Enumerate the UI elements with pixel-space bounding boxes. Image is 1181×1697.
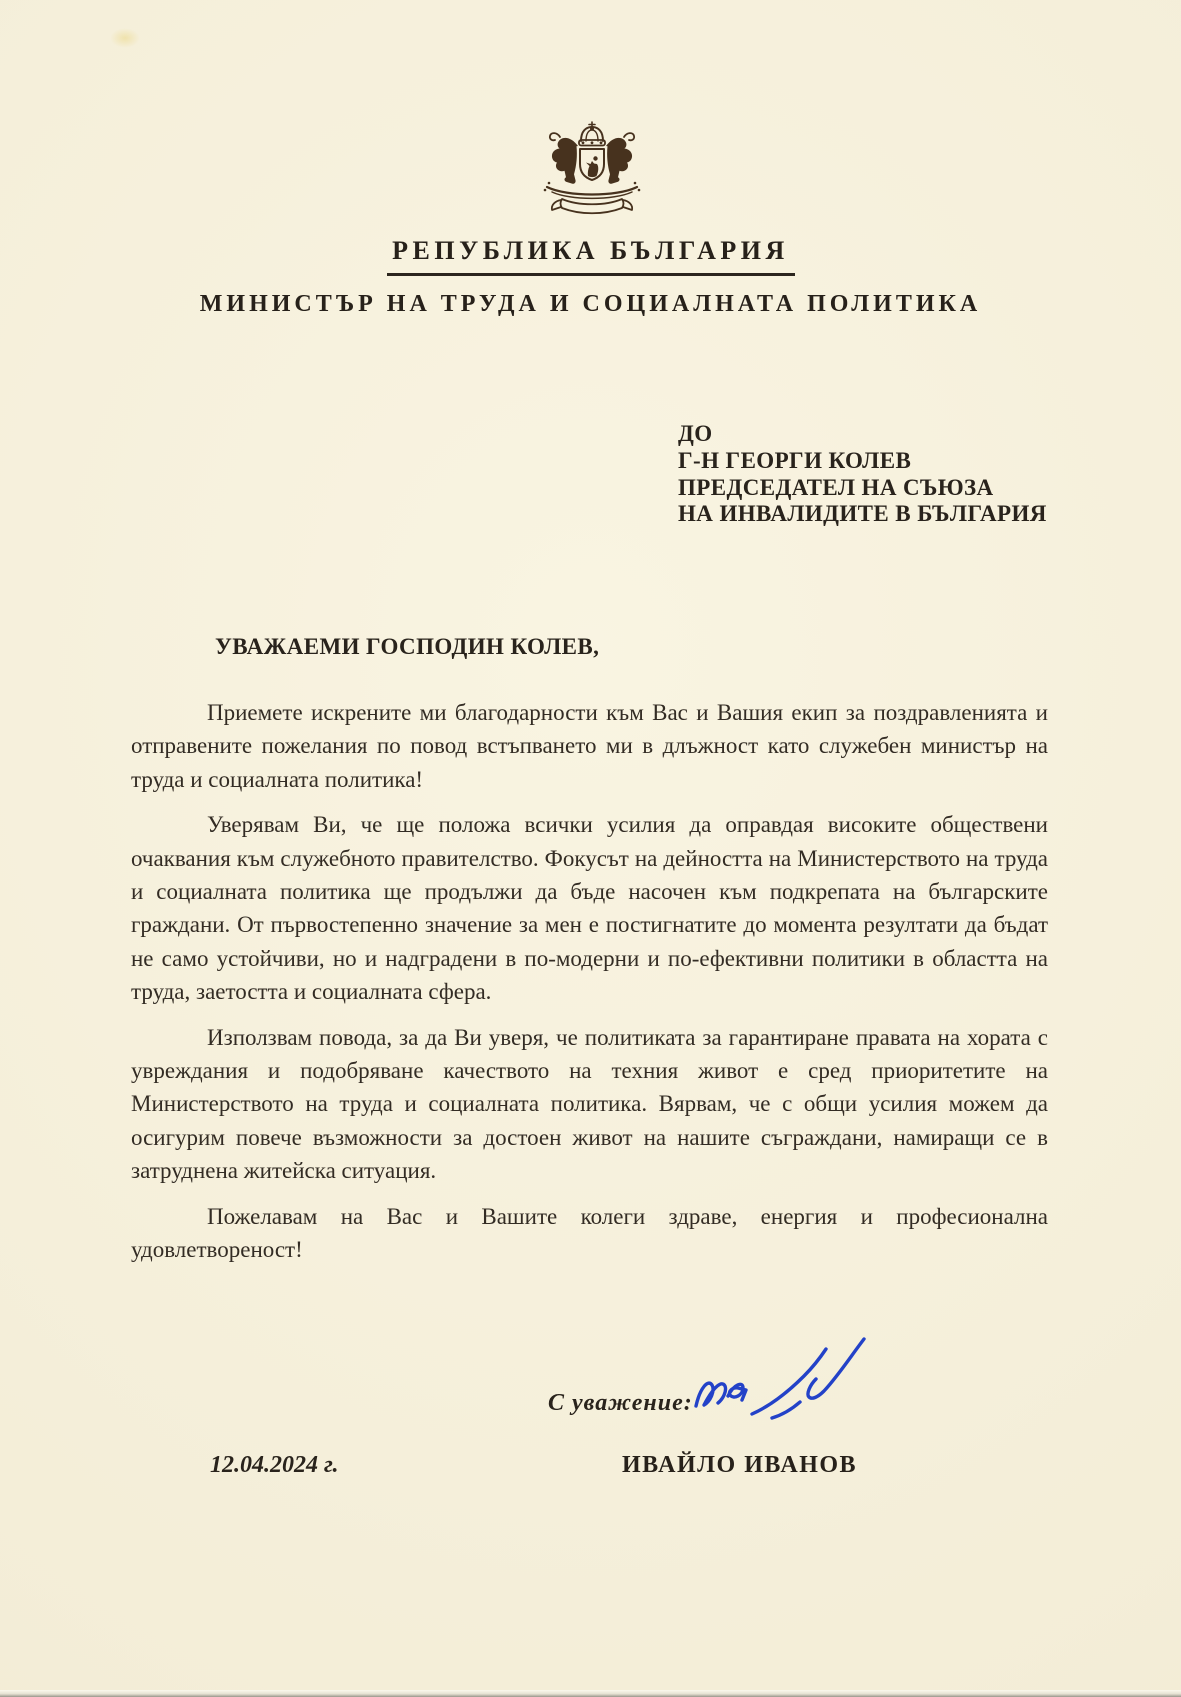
- recipient-title-line-1: ПРЕДСЕДАТЕЛ НА СЪЮЗА: [678, 474, 994, 500]
- recipient-block: [678, 421, 1047, 528]
- body-paragraph-4: Пожелавам на Вас и Вашите колеги здраве, енергия и професионална удовлетвореност!: [131, 1203, 1048, 1263]
- salutation: УВАЖАЕМИ ГОСПОДИН КОЛЕВ,: [215, 634, 600, 659]
- ministry-title: МИНИСТЪР НА ТРУДА И СОЦИАЛНАТА ПОЛИТИКА: [199, 291, 982, 317]
- body-paragraph-3: Използвам повода, за да Ви уверя, че политиката за гарантиране правата на хората с увреждания и подобряване качеството на техния живот е сред приоритетите на Министерството на труда и социалната политика. Вярвам, че с общи усилия можем да осигурим повече възможности за достоен живот на нашите съграждани, намиращи се в затруднена житейска ситуация.: [131, 1024, 1048, 1184]
- scan-bottom-edge: [0, 1690, 1181, 1697]
- body-paragraph-1: Приемете искрените ми благодарности към Вас и Вашия екип за поздравленията и отправените пожелания по повод встъпването ми в длъжност като служебен министър на труда и социалната политика!: [131, 700, 1048, 792]
- handwritten-signature-icon: [688, 1334, 873, 1436]
- letter-date: 12.04.2024 г.: [210, 1452, 339, 1478]
- bulgaria-coat-of-arms-icon: [528, 120, 656, 222]
- header-divider: [387, 273, 795, 276]
- signatory-name: ИВАЙЛО ИВАНОВ: [622, 1452, 858, 1478]
- recipient-name: Г-Н ГЕОРГИ КОЛЕВ: [678, 447, 912, 473]
- closing-label: С уважение:: [548, 1390, 693, 1416]
- scan-artifact: [110, 28, 140, 48]
- recipient-to-label: ДО: [678, 421, 713, 446]
- republic-title: РЕПУБЛИКА БЪЛГАРИЯ: [392, 236, 789, 265]
- letter-body: [131, 696, 1048, 1279]
- body-paragraph-2: Уверявам Ви, че ще положа всички усилия да оправдая високите обществени очаквания към служебното правителство. Фокусът на дейността на Министерството на труда и социалната политика ще продължи да бъде насочен към подкрепата на българските граждани. От първостепенно значение за мен е постигнатите до момента резултати да бъдат не само устойчиви, но и надградени в по-модерни и по-ефективни политики в областта на труда, заетостта и социалната сфера.: [131, 812, 1048, 1005]
- recipient-title-line-2: НА ИНВАЛИДИТЕ В БЪЛГАРИЯ: [678, 501, 1047, 527]
